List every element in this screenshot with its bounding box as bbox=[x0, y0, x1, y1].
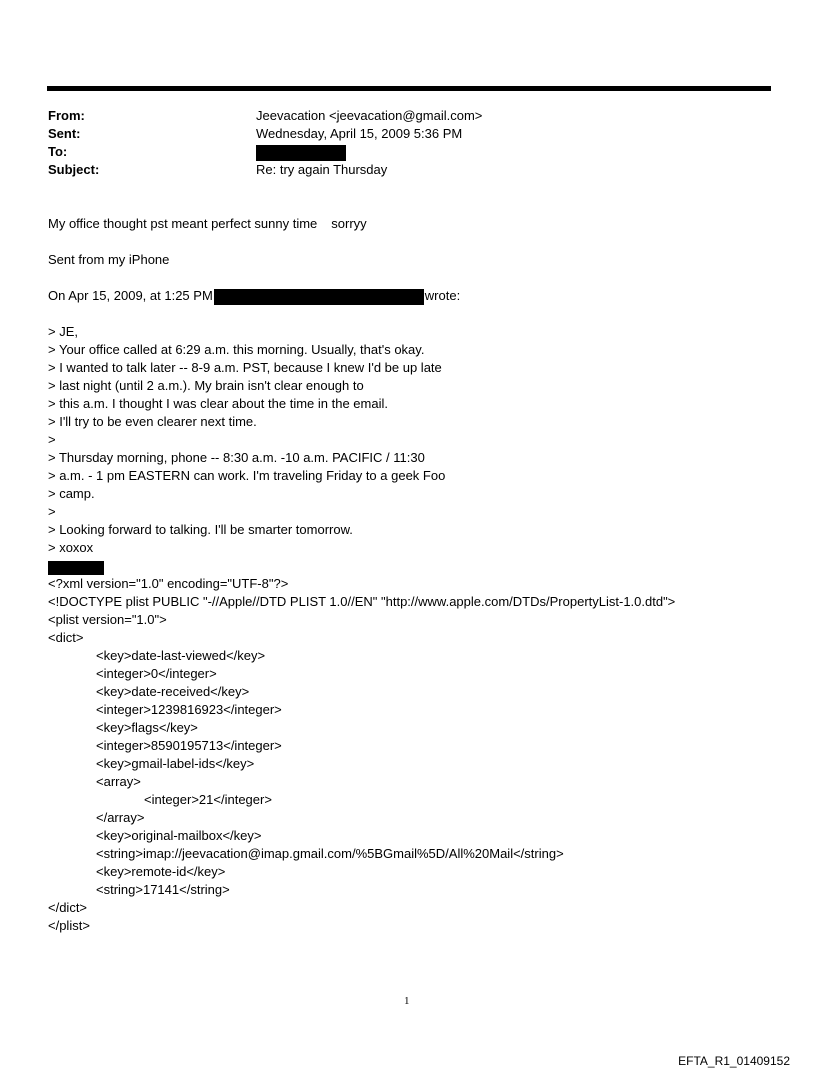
plist-line: <key>remote-id</key> bbox=[96, 864, 226, 879]
redaction-box bbox=[214, 289, 424, 305]
redacted-signer bbox=[48, 558, 104, 576]
quoted-line: > a.m. - 1 pm EASTERN can work. I'm traveling Friday to a geek Foo bbox=[48, 468, 446, 483]
plist-line: <dict> bbox=[48, 630, 84, 645]
plist-line: <key>date-last-viewed</key> bbox=[96, 648, 266, 663]
quoted-line: > JE, bbox=[48, 324, 78, 339]
sent-row bbox=[48, 125, 463, 143]
plist-line: <string>imap://jeevacation@imap.gmail.com/%5BGmail%5D/All%20Mail</string> bbox=[96, 846, 564, 861]
quote-intro: On Apr 15, 2009, at 1:25 PM wrote: bbox=[48, 288, 461, 303]
body-line-1: My office thought pst meant perfect sunny time sorryy bbox=[48, 216, 367, 231]
plist-line: <integer>21</integer> bbox=[144, 792, 272, 807]
plist-line: <key>date-received</key> bbox=[96, 684, 250, 699]
sent-value: Wednesday, April 15, 2009 5:36 PM bbox=[256, 126, 463, 141]
plist-line: </dict> bbox=[48, 900, 88, 915]
plist-line: <key>flags</key> bbox=[96, 720, 198, 735]
plist-line: <?xml version="1.0" encoding="UTF-8"?> bbox=[48, 576, 289, 591]
plist-line: <!DOCTYPE plist PUBLIC "-//Apple//DTD PLIST 1.0//EN" "http://www.apple.com/DTDs/PropertyList-1.0.dtd"> bbox=[48, 594, 676, 609]
header-divider bbox=[47, 86, 771, 91]
sent-label: Sent: bbox=[48, 126, 81, 141]
to-label: To: bbox=[48, 144, 68, 159]
quoted-line: > Looking forward to talking. I'll be smarter tomorrow. bbox=[48, 522, 353, 537]
quoted-line: > xoxox bbox=[48, 540, 94, 555]
from-row bbox=[48, 107, 483, 125]
plist-line: <key>gmail-label-ids</key> bbox=[96, 756, 255, 771]
subject-row bbox=[48, 161, 388, 179]
quoted-line: > camp. bbox=[48, 486, 95, 501]
quoted-line: > this a.m. I thought I was clear about the time in the email. bbox=[48, 396, 388, 411]
plist-line: </array> bbox=[96, 810, 145, 825]
subject-label: Subject: bbox=[48, 162, 100, 177]
plist-line: <integer>8590195713</integer> bbox=[96, 738, 282, 753]
quoted-line: > Your office called at 6:29 a.m. this morning. Usually, that's okay. bbox=[48, 342, 425, 357]
from-value: Jeevacation <jeevacation@gmail.com> bbox=[256, 108, 483, 123]
document-id: EFTA_R1_01409152 bbox=[678, 1054, 790, 1068]
quoted-line: > Thursday morning, phone -- 8:30 a.m. -10 a.m. PACIFIC / 11:30 bbox=[48, 450, 425, 465]
to-value-redacted bbox=[256, 143, 346, 161]
plist-line: <plist version="1.0"> bbox=[48, 612, 167, 627]
page-number: 1 bbox=[404, 995, 410, 1007]
plist-line: <key>original-mailbox</key> bbox=[96, 828, 262, 843]
subject-value: Re: try again Thursday bbox=[256, 162, 388, 177]
plist-line: </plist> bbox=[48, 918, 90, 933]
plist-line: <array> bbox=[96, 774, 141, 789]
quoted-line: > bbox=[48, 504, 56, 519]
quoted-line: > last night (until 2 a.m.). My brain isn't clear enough to bbox=[48, 378, 364, 393]
redaction-box bbox=[48, 561, 104, 575]
from-label: From: bbox=[48, 108, 85, 123]
plist-line: <string>17141</string> bbox=[96, 882, 230, 897]
signature-line: Sent from my iPhone bbox=[48, 252, 170, 267]
plist-line: <integer>1239816923</integer> bbox=[96, 702, 282, 717]
quoted-line: > I wanted to talk later -- 8-9 a.m. PST, because I knew I'd be up late bbox=[48, 360, 442, 375]
redaction-box bbox=[256, 145, 346, 161]
quoted-line: > bbox=[48, 432, 56, 447]
quoted-line: > I'll try to be even clearer next time. bbox=[48, 414, 257, 429]
to-row bbox=[48, 143, 67, 161]
plist-line: <integer>0</integer> bbox=[96, 666, 217, 681]
